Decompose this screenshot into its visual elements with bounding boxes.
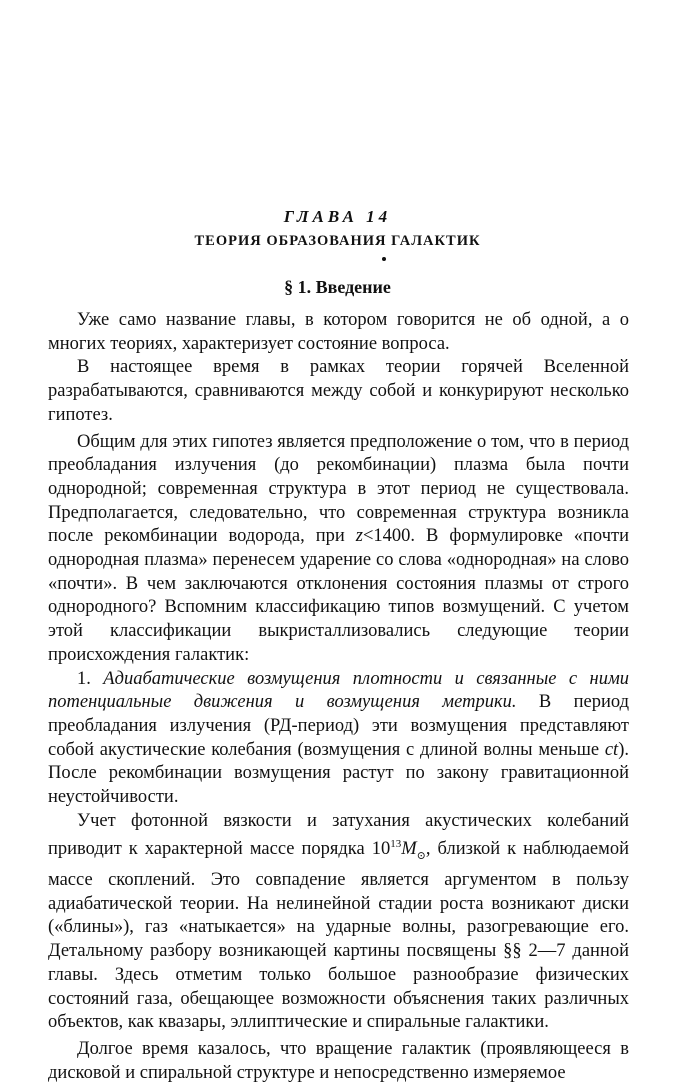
chapter-label: ГЛАВА 14 [283, 207, 392, 226]
paragraph-3 [48, 431, 629, 668]
redshift-bound: <1400 [362, 526, 411, 547]
decorative-dot [382, 257, 386, 261]
paragraph-4 [48, 668, 629, 810]
paragraph-6: Долгое время казалось, что вращение галактик (проявляющееся в дисковой и спиральной структуре и непосредственно измеряемое [48, 1038, 629, 1083]
mass-symbol: M [401, 839, 417, 860]
chapter-title: ТЕОРИЯ ОБРАЗОВАНИЯ ГАЛАКТИК [194, 233, 481, 249]
paragraph-3-text-a: Общим для этих гипотез является предположение о том, что в период преобладания излучения (до рекомбинации) плазма была почти однородной; современная структура в этот период не существовала. Предполагается, следовательно, что современная структура возникла после рекомбинации водорода, при [48, 431, 629, 547]
mass-exponent: 13 [390, 838, 402, 851]
sun-symbol: ⊙ [416, 850, 426, 863]
body-text [48, 309, 629, 1085]
list-number: 1. [77, 668, 104, 689]
theory-title: Адиабатические возмущения плотности и связанные с ними потенциальные движения и возмущения метрики. [48, 668, 629, 713]
section-title: § 1. Введение [284, 277, 391, 297]
ct-symbol: ct [604, 739, 619, 760]
paragraph-1: Уже само название главы, в котором говорится не об одной, а о многих теориях, характеризует состояние вопроса. [48, 310, 629, 354]
paragraph-2: В настоящее время в рамках теории горячей Вселенной разрабатываются, сравниваются между собой и конкурируют несколько гипотез. [48, 357, 629, 425]
paragraph-5-text-b: , близкой к наблюдаемой массе скоплений. Это совпадение является аргументом в пользу адиабатической теории. На нелинейной стадии роста возникают диски («блины»), газ «натыкается» на ударные волны, разогревающие его. Детальному разбору возникающей картины посвящены §§ 2—7 данной главы. Здесь отметим только большое разнообразие физических состояний газа, обещающее возможности объяснения таких различных объектов, как квазары, эллиптические и спиральные галактики. [48, 839, 629, 1033]
paragraph-5 [48, 810, 629, 1035]
paragraph-4-text: В период преобладания излучения (РД-период) эти возмущения представляют собой акустические колебания (возмущения с длиной волны меньше [48, 692, 630, 760]
redshift-symbol: z [355, 526, 363, 547]
paragraph-4-end: ). После рекомбинации возмущения растут по закону гравитационной неустойчивости. [48, 739, 629, 808]
paragraph-5-text-a: Учет фотонной вязкости и затухания акустических колебаний приводит к характерной массе порядка 10 [48, 810, 629, 860]
paragraph-3-text-b: . В формулировке «почти однородная плазма» перенесем ударение со слова «однородная» на слово «почти». В чем заключаются отклонения состояния плазмы от строго однородного? Вспомним классификацию типов возмущений. С учетом этой классификации выкристаллизовались следующие теории происхождения галактик: [48, 526, 629, 665]
